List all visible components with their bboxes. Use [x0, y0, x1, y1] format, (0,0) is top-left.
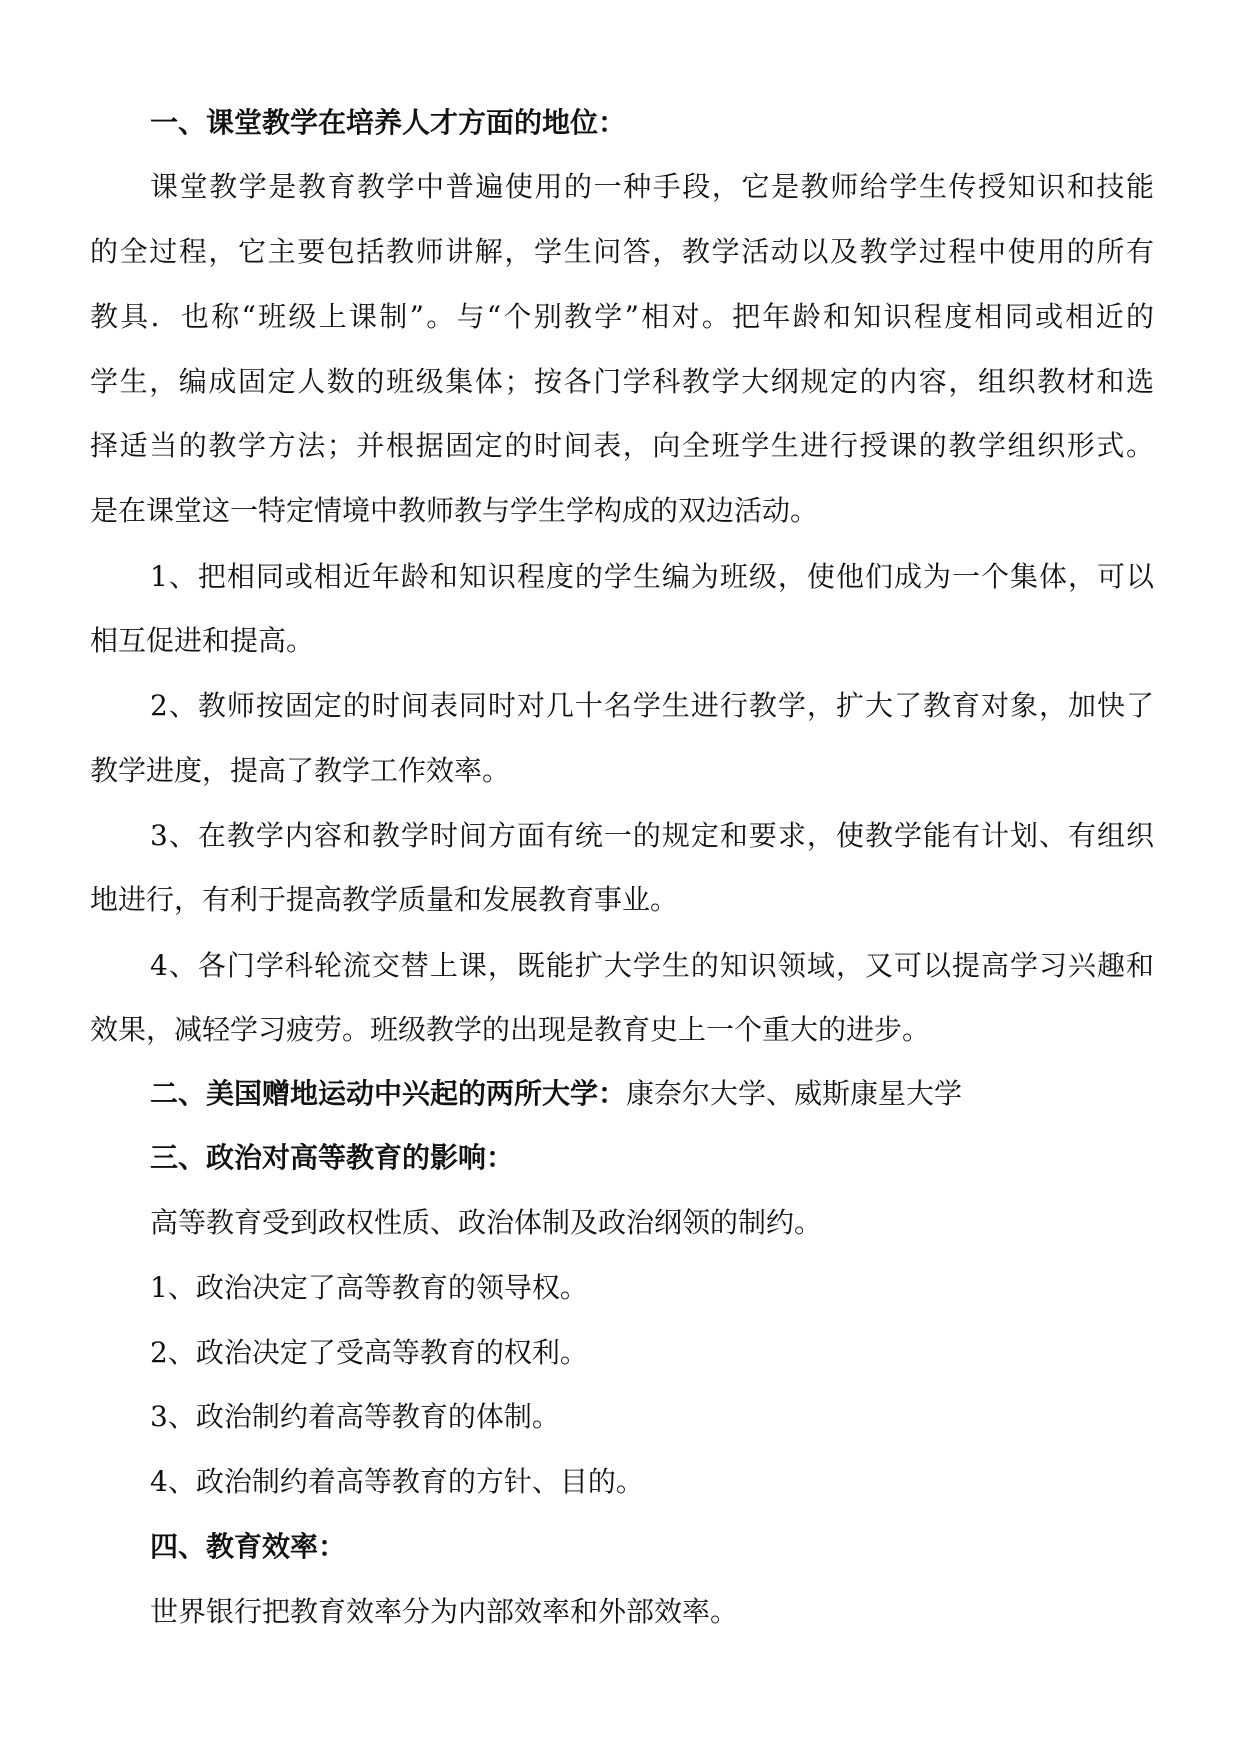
- section1-paragraph-line-3: 教具．也称“班级上课制”。与“个别教学”相对。把年龄和知识程度相同或相近的: [90, 300, 1154, 333]
- section1-item-2-line-2: 教学进度，提高了教学工作效率。: [90, 754, 511, 787]
- section1-paragraph-line-1: 课堂教学是教育教学中普遍使用的一种手段，它是教师给学生传授知识和技能: [150, 170, 1154, 203]
- section2-line: [150, 1074, 962, 1114]
- section1-paragraph-line-6: 是在课堂这一特定情境中教师教与学生学构成的双边活动。: [90, 494, 819, 527]
- section1-item-1-line-2: 相互促进和提高。: [90, 624, 315, 657]
- section3-intro: 高等教育受到政权性质、政治体制及政治纲领的制约。: [150, 1206, 823, 1239]
- section2-heading: 二、美国赠地运动中兴起的两所大学：: [150, 1077, 627, 1110]
- section3-item-4: 4、政治制约着高等教育的方针、目的。: [150, 1465, 644, 1498]
- section3-item-3: 3、政治制约着高等教育的体制。: [150, 1400, 560, 1433]
- section1-paragraph-line-2: 的全过程，它主要包括教师讲解，学生问答，教学活动以及教学过程中使用的所有: [90, 235, 1154, 268]
- section1-item-2-line-1: 2、教师按固定的时间表同时对几十名学生进行教学，扩大了教育对象，加快了: [150, 689, 1154, 722]
- section3-item-2: 2、政治决定了受高等教育的权利。: [150, 1336, 588, 1369]
- section1-item-3-line-1: 3、在教学内容和教学时间方面有统一的规定和要求，使教学能有计划、有组织: [150, 819, 1154, 852]
- section1-item-4-line-2: 效果，减轻学习疲劳。班级教学的出现是教育史上一个重大的进步。: [90, 1013, 931, 1046]
- section3-item-1: 1、政治决定了高等教育的领导权。: [150, 1271, 588, 1304]
- section1-item-3-line-2: 地进行，有利于提高教学质量和发展教育事业。: [90, 883, 679, 916]
- section3-heading: 三、政治对高等教育的影响：: [150, 1141, 515, 1174]
- section1-paragraph-line-4: 学生，编成固定人数的班级集体；按各门学科教学大纲规定的内容，组织教材和选: [90, 365, 1154, 398]
- section1-item-1-line-1: 1、把相同或相近年龄和知识程度的学生编为班级，使他们成为一个集体，可以: [150, 560, 1154, 593]
- section2-answer: 康奈尔大学、威斯康星大学: [626, 1077, 963, 1110]
- section1-heading: 一、课堂教学在培养人才方面的地位：: [150, 106, 627, 139]
- section4-text: 世界银行把教育效率分为内部效率和外部效率。: [150, 1595, 739, 1628]
- section1-paragraph-line-5: 择适当的教学方法；并根据固定的时间表，向全班学生进行授课的教学组织形式。: [90, 429, 1154, 462]
- section1-item-4-line-1: 4、各门学科轮流交替上课，既能扩大学生的知识领域，又可以提高学习兴趣和: [150, 949, 1154, 982]
- section4-heading: 四、教育效率：: [150, 1530, 347, 1563]
